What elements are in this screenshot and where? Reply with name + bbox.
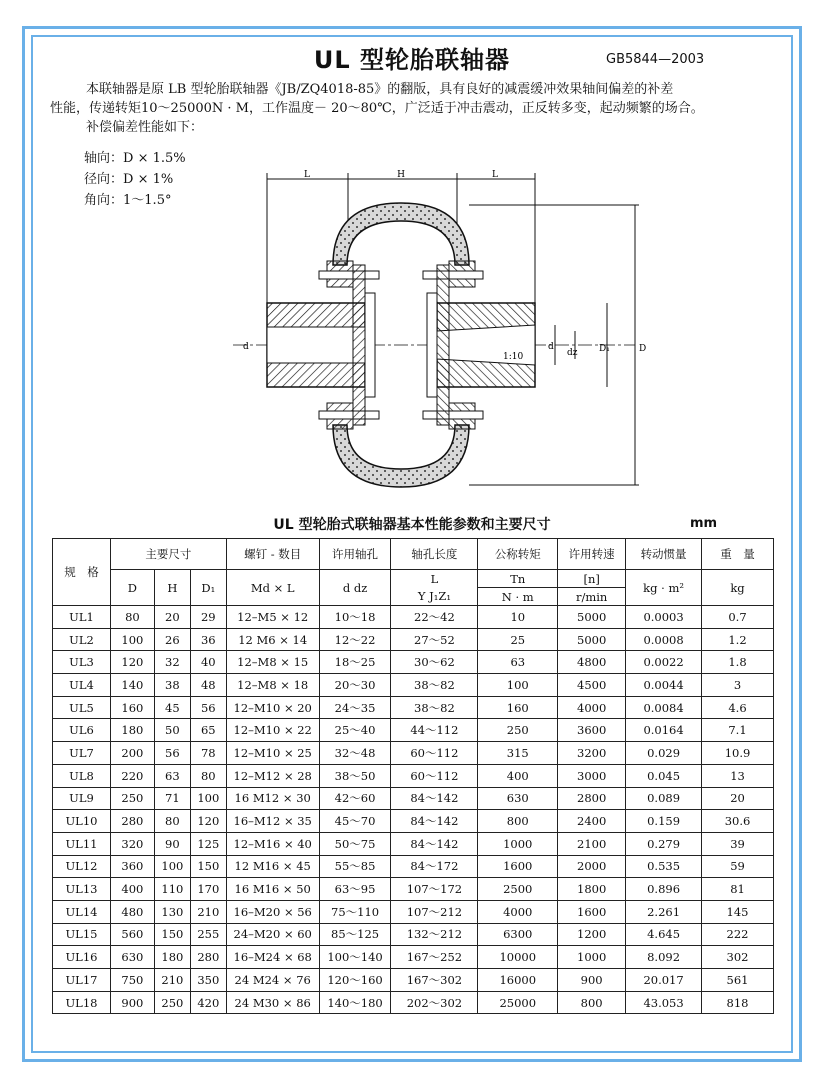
cell-model: UL8	[53, 764, 111, 787]
cell-torque: 100	[478, 674, 558, 697]
cell-bore: 140～180	[319, 991, 391, 1014]
cell-D: 480	[110, 900, 154, 923]
taper-label: 1:10	[503, 352, 524, 362]
right-disc	[427, 293, 437, 397]
dim-D: D	[639, 344, 647, 354]
cell-speed: 800	[558, 991, 626, 1014]
cell-inertia: 20.017	[626, 969, 702, 992]
cell-speed: 900	[558, 969, 626, 992]
table-row	[53, 764, 774, 787]
table-row	[53, 855, 774, 878]
cell-H: 100	[154, 855, 190, 878]
cell-bore: 120～160	[319, 969, 391, 992]
table-row	[53, 946, 774, 969]
standard-number: GB5844—2003	[606, 52, 705, 67]
cell-speed: 5000	[558, 628, 626, 651]
table-row	[53, 742, 774, 765]
cell-torque: 400	[478, 764, 558, 787]
cell-D1: 78	[190, 742, 226, 765]
cell-model: UL2	[53, 628, 111, 651]
cell-torque: 16000	[478, 969, 558, 992]
header-bore-sub: d dz	[319, 570, 391, 606]
cell-torque: 25000	[478, 991, 558, 1014]
cell-H: 63	[154, 764, 190, 787]
cell-D: 250	[110, 787, 154, 810]
dim-d-left: d	[243, 342, 249, 352]
cell-weight: 302	[702, 946, 774, 969]
cell-bolt: 12–M12 × 28	[226, 764, 319, 787]
cell-torque: 6300	[478, 923, 558, 946]
intro-text	[50, 80, 780, 137]
cell-inertia: 0.535	[626, 855, 702, 878]
cell-model: UL12	[53, 855, 111, 878]
cell-bolt: 12 M6 × 14	[226, 628, 319, 651]
dim-d-right: d	[548, 342, 554, 352]
cell-bolt: 12 M16 × 45	[226, 855, 319, 878]
coupling-drawing	[215, 165, 655, 505]
header-inertia-sub: kg · m²	[626, 570, 702, 606]
cell-speed: 5000	[558, 606, 626, 629]
cell-bolt: 16–M20 × 56	[226, 900, 319, 923]
cell-weight: 13	[702, 764, 774, 787]
dim-L-right: L	[492, 170, 498, 180]
header-length-sub2: Y J₁Z₁	[391, 588, 478, 606]
cell-bore: 20～30	[319, 674, 391, 697]
tyre-top	[333, 203, 469, 265]
compensation-label: 角向：	[84, 193, 124, 208]
cell-bore: 24～35	[319, 696, 391, 719]
cell-speed: 3200	[558, 742, 626, 765]
table-row	[53, 787, 774, 810]
table-title: UL 型轮胎式联轴器基本性能参数和主要尺寸	[273, 517, 551, 533]
compensation-label: 轴向：	[84, 151, 124, 166]
cell-speed: 3600	[558, 719, 626, 742]
cell-bolt: 16–M24 × 68	[226, 946, 319, 969]
cell-D: 120	[110, 651, 154, 674]
cell-length: 60～112	[391, 764, 478, 787]
cell-model: UL5	[53, 696, 111, 719]
table-row	[53, 900, 774, 923]
cell-H: 90	[154, 832, 190, 855]
cell-speed: 3000	[558, 764, 626, 787]
cell-D1: 420	[190, 991, 226, 1014]
spec-table-body	[53, 606, 774, 1014]
cell-inertia: 0.029	[626, 742, 702, 765]
cell-speed: 1800	[558, 878, 626, 901]
cell-H: 56	[154, 742, 190, 765]
header-length: 轴孔长度	[391, 539, 478, 570]
cell-model: UL14	[53, 900, 111, 923]
cell-D: 180	[110, 719, 154, 742]
compensation-value: D × 1.5%	[123, 151, 186, 166]
cell-D1: 125	[190, 832, 226, 855]
table-row	[53, 923, 774, 946]
cell-D1: 80	[190, 764, 226, 787]
header-speed: 许用转速	[558, 539, 626, 570]
cell-H: 150	[154, 923, 190, 946]
cell-bolt: 12–M16 × 40	[226, 832, 319, 855]
cell-speed: 2100	[558, 832, 626, 855]
cell-length: 107～172	[391, 878, 478, 901]
cell-bore: 12～22	[319, 628, 391, 651]
table-row	[53, 628, 774, 651]
cell-torque: 63	[478, 651, 558, 674]
cell-inertia: 8.092	[626, 946, 702, 969]
cell-inertia: 0.0008	[626, 628, 702, 651]
cell-bore: 32～48	[319, 742, 391, 765]
cell-D1: 48	[190, 674, 226, 697]
cell-bore: 85～125	[319, 923, 391, 946]
cell-inertia: 0.0022	[626, 651, 702, 674]
cell-torque: 1000	[478, 832, 558, 855]
cell-D: 400	[110, 878, 154, 901]
cell-D: 280	[110, 810, 154, 833]
compensation-angular	[84, 189, 171, 208]
cell-model: UL16	[53, 946, 111, 969]
cell-D1: 40	[190, 651, 226, 674]
cell-D1: 56	[190, 696, 226, 719]
cell-inertia: 0.0084	[626, 696, 702, 719]
cell-bore: 75～110	[319, 900, 391, 923]
cell-length: 38～82	[391, 696, 478, 719]
header-weight: 重 量	[702, 539, 774, 570]
cell-length: 30～62	[391, 651, 478, 674]
cell-torque: 4000	[478, 900, 558, 923]
table-row	[53, 810, 774, 833]
header-torque: 公称转矩	[478, 539, 558, 570]
cell-bolt: 12–M8 × 18	[226, 674, 319, 697]
cell-bore: 42～60	[319, 787, 391, 810]
table-row	[53, 696, 774, 719]
cell-torque: 250	[478, 719, 558, 742]
cell-torque: 160	[478, 696, 558, 719]
cell-bore: 18～25	[319, 651, 391, 674]
unit-label: mm	[690, 516, 718, 531]
cell-bore: 100～140	[319, 946, 391, 969]
tyre-bottom	[333, 425, 469, 487]
cell-weight: 10.9	[702, 742, 774, 765]
page-title: UL 型轮胎联轴器	[313, 46, 511, 74]
compensation-value: 1～1.5°	[123, 193, 172, 208]
cell-D: 900	[110, 991, 154, 1014]
cell-D1: 100	[190, 787, 226, 810]
cell-torque: 630	[478, 787, 558, 810]
left-disc	[365, 293, 375, 397]
intro-line-1: 本联轴器是原 LB 型轮胎联轴器《JB/ZQ4018-85》的翻版，具有良好的减震缓冲效果轴间偏差的补差	[86, 82, 674, 97]
cell-weight: 20	[702, 787, 774, 810]
dim-D1: D₁	[599, 344, 610, 354]
cell-weight: 222	[702, 923, 774, 946]
cell-D1: 210	[190, 900, 226, 923]
cell-weight: 145	[702, 900, 774, 923]
cell-inertia: 43.053	[626, 991, 702, 1014]
cell-D: 140	[110, 674, 154, 697]
cell-length: 84～142	[391, 832, 478, 855]
cell-bolt: 12–M5 × 12	[226, 606, 319, 629]
cell-model: UL15	[53, 923, 111, 946]
cell-bolt: 24 M24 × 76	[226, 969, 319, 992]
header-speed-sub1: [n]	[558, 570, 626, 588]
cell-D: 160	[110, 696, 154, 719]
cell-bore: 55～85	[319, 855, 391, 878]
header-inertia: 转动惯量	[626, 539, 702, 570]
cell-H: 80	[154, 810, 190, 833]
cell-D1: 280	[190, 946, 226, 969]
cell-model: UL18	[53, 991, 111, 1014]
cell-weight: 561	[702, 969, 774, 992]
cell-D1: 170	[190, 878, 226, 901]
cell-D1: 255	[190, 923, 226, 946]
cell-torque: 800	[478, 810, 558, 833]
table-row	[53, 969, 774, 992]
header-length-sub1: L	[391, 570, 478, 588]
cell-length: 132～212	[391, 923, 478, 946]
cell-bolt: 24–M20 × 60	[226, 923, 319, 946]
header-bolt-sub: Md × L	[226, 570, 319, 606]
table-row	[53, 719, 774, 742]
cell-weight: 59	[702, 855, 774, 878]
cell-torque: 10000	[478, 946, 558, 969]
header-weight-sub: kg	[702, 570, 774, 606]
cell-D: 750	[110, 969, 154, 992]
cell-length: 84～142	[391, 810, 478, 833]
cell-weight: 4.6	[702, 696, 774, 719]
cell-model: UL11	[53, 832, 111, 855]
header-H: H	[154, 570, 190, 606]
cell-D1: 120	[190, 810, 226, 833]
cell-speed: 4500	[558, 674, 626, 697]
cell-length: 44～112	[391, 719, 478, 742]
cell-weight: 1.2	[702, 628, 774, 651]
dim-dz: dz	[567, 348, 578, 358]
cell-H: 50	[154, 719, 190, 742]
cell-bolt: 16 M16 × 50	[226, 878, 319, 901]
cell-weight: 1.8	[702, 651, 774, 674]
cell-D1: 36	[190, 628, 226, 651]
header-main-dims: 主要尺寸	[110, 539, 226, 570]
cell-D: 320	[110, 832, 154, 855]
compensation-radial	[84, 168, 173, 187]
header-bolt: 螺钉 - 数目	[226, 539, 319, 570]
cell-bore: 45～70	[319, 810, 391, 833]
cell-D1: 150	[190, 855, 226, 878]
dim-H: H	[397, 170, 405, 180]
header-D: D	[110, 570, 154, 606]
cell-bolt: 24 M30 × 86	[226, 991, 319, 1014]
cell-inertia: 0.0164	[626, 719, 702, 742]
cell-D: 100	[110, 628, 154, 651]
cell-D: 630	[110, 946, 154, 969]
cell-speed: 4800	[558, 651, 626, 674]
cell-H: 20	[154, 606, 190, 629]
header-bore: 许用轴孔	[319, 539, 391, 570]
cell-model: UL17	[53, 969, 111, 992]
header-torque-sub2: N · m	[478, 588, 558, 606]
intro-line-2: 性能，传递转矩10～25000N · M，工作温度－ 20～80℃，广泛适于冲击震动，正反转多变，起动频繁的场合。	[50, 101, 704, 116]
cell-model: UL3	[53, 651, 111, 674]
right-flange	[437, 265, 449, 425]
header-model: 规 格	[53, 539, 111, 606]
cell-speed: 1600	[558, 900, 626, 923]
cell-length: 84～142	[391, 787, 478, 810]
cell-speed: 2000	[558, 855, 626, 878]
cell-H: 110	[154, 878, 190, 901]
cell-bore: 50～75	[319, 832, 391, 855]
header-speed-sub2: r/min	[558, 588, 626, 606]
cell-length: 107～212	[391, 900, 478, 923]
header-D1: D₁	[190, 570, 226, 606]
cell-D: 220	[110, 764, 154, 787]
cell-model: UL13	[53, 878, 111, 901]
cell-inertia: 2.261	[626, 900, 702, 923]
cell-model: UL9	[53, 787, 111, 810]
compensation-label: 径向：	[84, 172, 124, 187]
cell-D1: 65	[190, 719, 226, 742]
cell-weight: 0.7	[702, 606, 774, 629]
header-torque-sub1: Tn	[478, 570, 558, 588]
table-row	[53, 674, 774, 697]
cell-speed: 1000	[558, 946, 626, 969]
cell-bolt: 12–M8 × 15	[226, 651, 319, 674]
cell-weight: 30.6	[702, 810, 774, 833]
cell-length: 27～52	[391, 628, 478, 651]
cell-D: 360	[110, 855, 154, 878]
cell-bolt: 12–M10 × 20	[226, 696, 319, 719]
left-flange	[353, 265, 365, 425]
cell-model: UL6	[53, 719, 111, 742]
cell-D1: 350	[190, 969, 226, 992]
cell-D: 80	[110, 606, 154, 629]
cell-D: 200	[110, 742, 154, 765]
cell-D: 560	[110, 923, 154, 946]
intro-line-3: 补偿偏差性能如下：	[86, 120, 204, 135]
cell-inertia: 0.0003	[626, 606, 702, 629]
cell-inertia: 0.0044	[626, 674, 702, 697]
compensation-value: D × 1%	[123, 172, 174, 187]
cell-H: 26	[154, 628, 190, 651]
table-row	[53, 878, 774, 901]
cell-speed: 2400	[558, 810, 626, 833]
cell-weight: 81	[702, 878, 774, 901]
cell-D1: 29	[190, 606, 226, 629]
cell-torque: 10	[478, 606, 558, 629]
cell-H: 130	[154, 900, 190, 923]
cell-inertia: 0.045	[626, 764, 702, 787]
cell-bore: 38～50	[319, 764, 391, 787]
cell-inertia: 0.159	[626, 810, 702, 833]
cell-bore: 10～18	[319, 606, 391, 629]
cell-weight: 7.1	[702, 719, 774, 742]
cell-model: UL1	[53, 606, 111, 629]
cell-H: 71	[154, 787, 190, 810]
cell-H: 32	[154, 651, 190, 674]
left-bore	[267, 327, 365, 363]
cell-speed: 2800	[558, 787, 626, 810]
cell-length: 167～252	[391, 946, 478, 969]
table-row	[53, 832, 774, 855]
cell-inertia: 0.279	[626, 832, 702, 855]
cell-bolt: 12–M10 × 25	[226, 742, 319, 765]
cell-model: UL7	[53, 742, 111, 765]
cell-torque: 1600	[478, 855, 558, 878]
cell-length: 38～82	[391, 674, 478, 697]
cell-H: 210	[154, 969, 190, 992]
cell-length: 202～302	[391, 991, 478, 1014]
cell-inertia: 0.896	[626, 878, 702, 901]
cell-H: 45	[154, 696, 190, 719]
cell-inertia: 0.089	[626, 787, 702, 810]
cell-model: UL10	[53, 810, 111, 833]
cell-length: 22～42	[391, 606, 478, 629]
cell-bolt: 16–M12 × 35	[226, 810, 319, 833]
cell-weight: 818	[702, 991, 774, 1014]
cell-torque: 2500	[478, 878, 558, 901]
table-row	[53, 651, 774, 674]
cell-weight: 3	[702, 674, 774, 697]
cell-length: 60～112	[391, 742, 478, 765]
cell-H: 38	[154, 674, 190, 697]
dim-L-left: L	[304, 170, 310, 180]
cell-bolt: 16 M12 × 30	[226, 787, 319, 810]
cell-bore: 63～95	[319, 878, 391, 901]
cell-model: UL4	[53, 674, 111, 697]
cell-length: 84～172	[391, 855, 478, 878]
cell-inertia: 4.645	[626, 923, 702, 946]
table-row	[53, 606, 774, 629]
cell-speed: 1200	[558, 923, 626, 946]
cell-torque: 315	[478, 742, 558, 765]
cell-bolt: 12–M10 × 22	[226, 719, 319, 742]
cell-weight: 39	[702, 832, 774, 855]
cell-H: 180	[154, 946, 190, 969]
cell-torque: 25	[478, 628, 558, 651]
table-row	[53, 991, 774, 1014]
spec-table	[52, 538, 774, 1014]
cell-bore: 25～40	[319, 719, 391, 742]
cell-speed: 4000	[558, 696, 626, 719]
compensation-axial	[84, 147, 186, 166]
cell-H: 250	[154, 991, 190, 1014]
top-dimensions	[267, 173, 535, 305]
cell-length: 167～302	[391, 969, 478, 992]
